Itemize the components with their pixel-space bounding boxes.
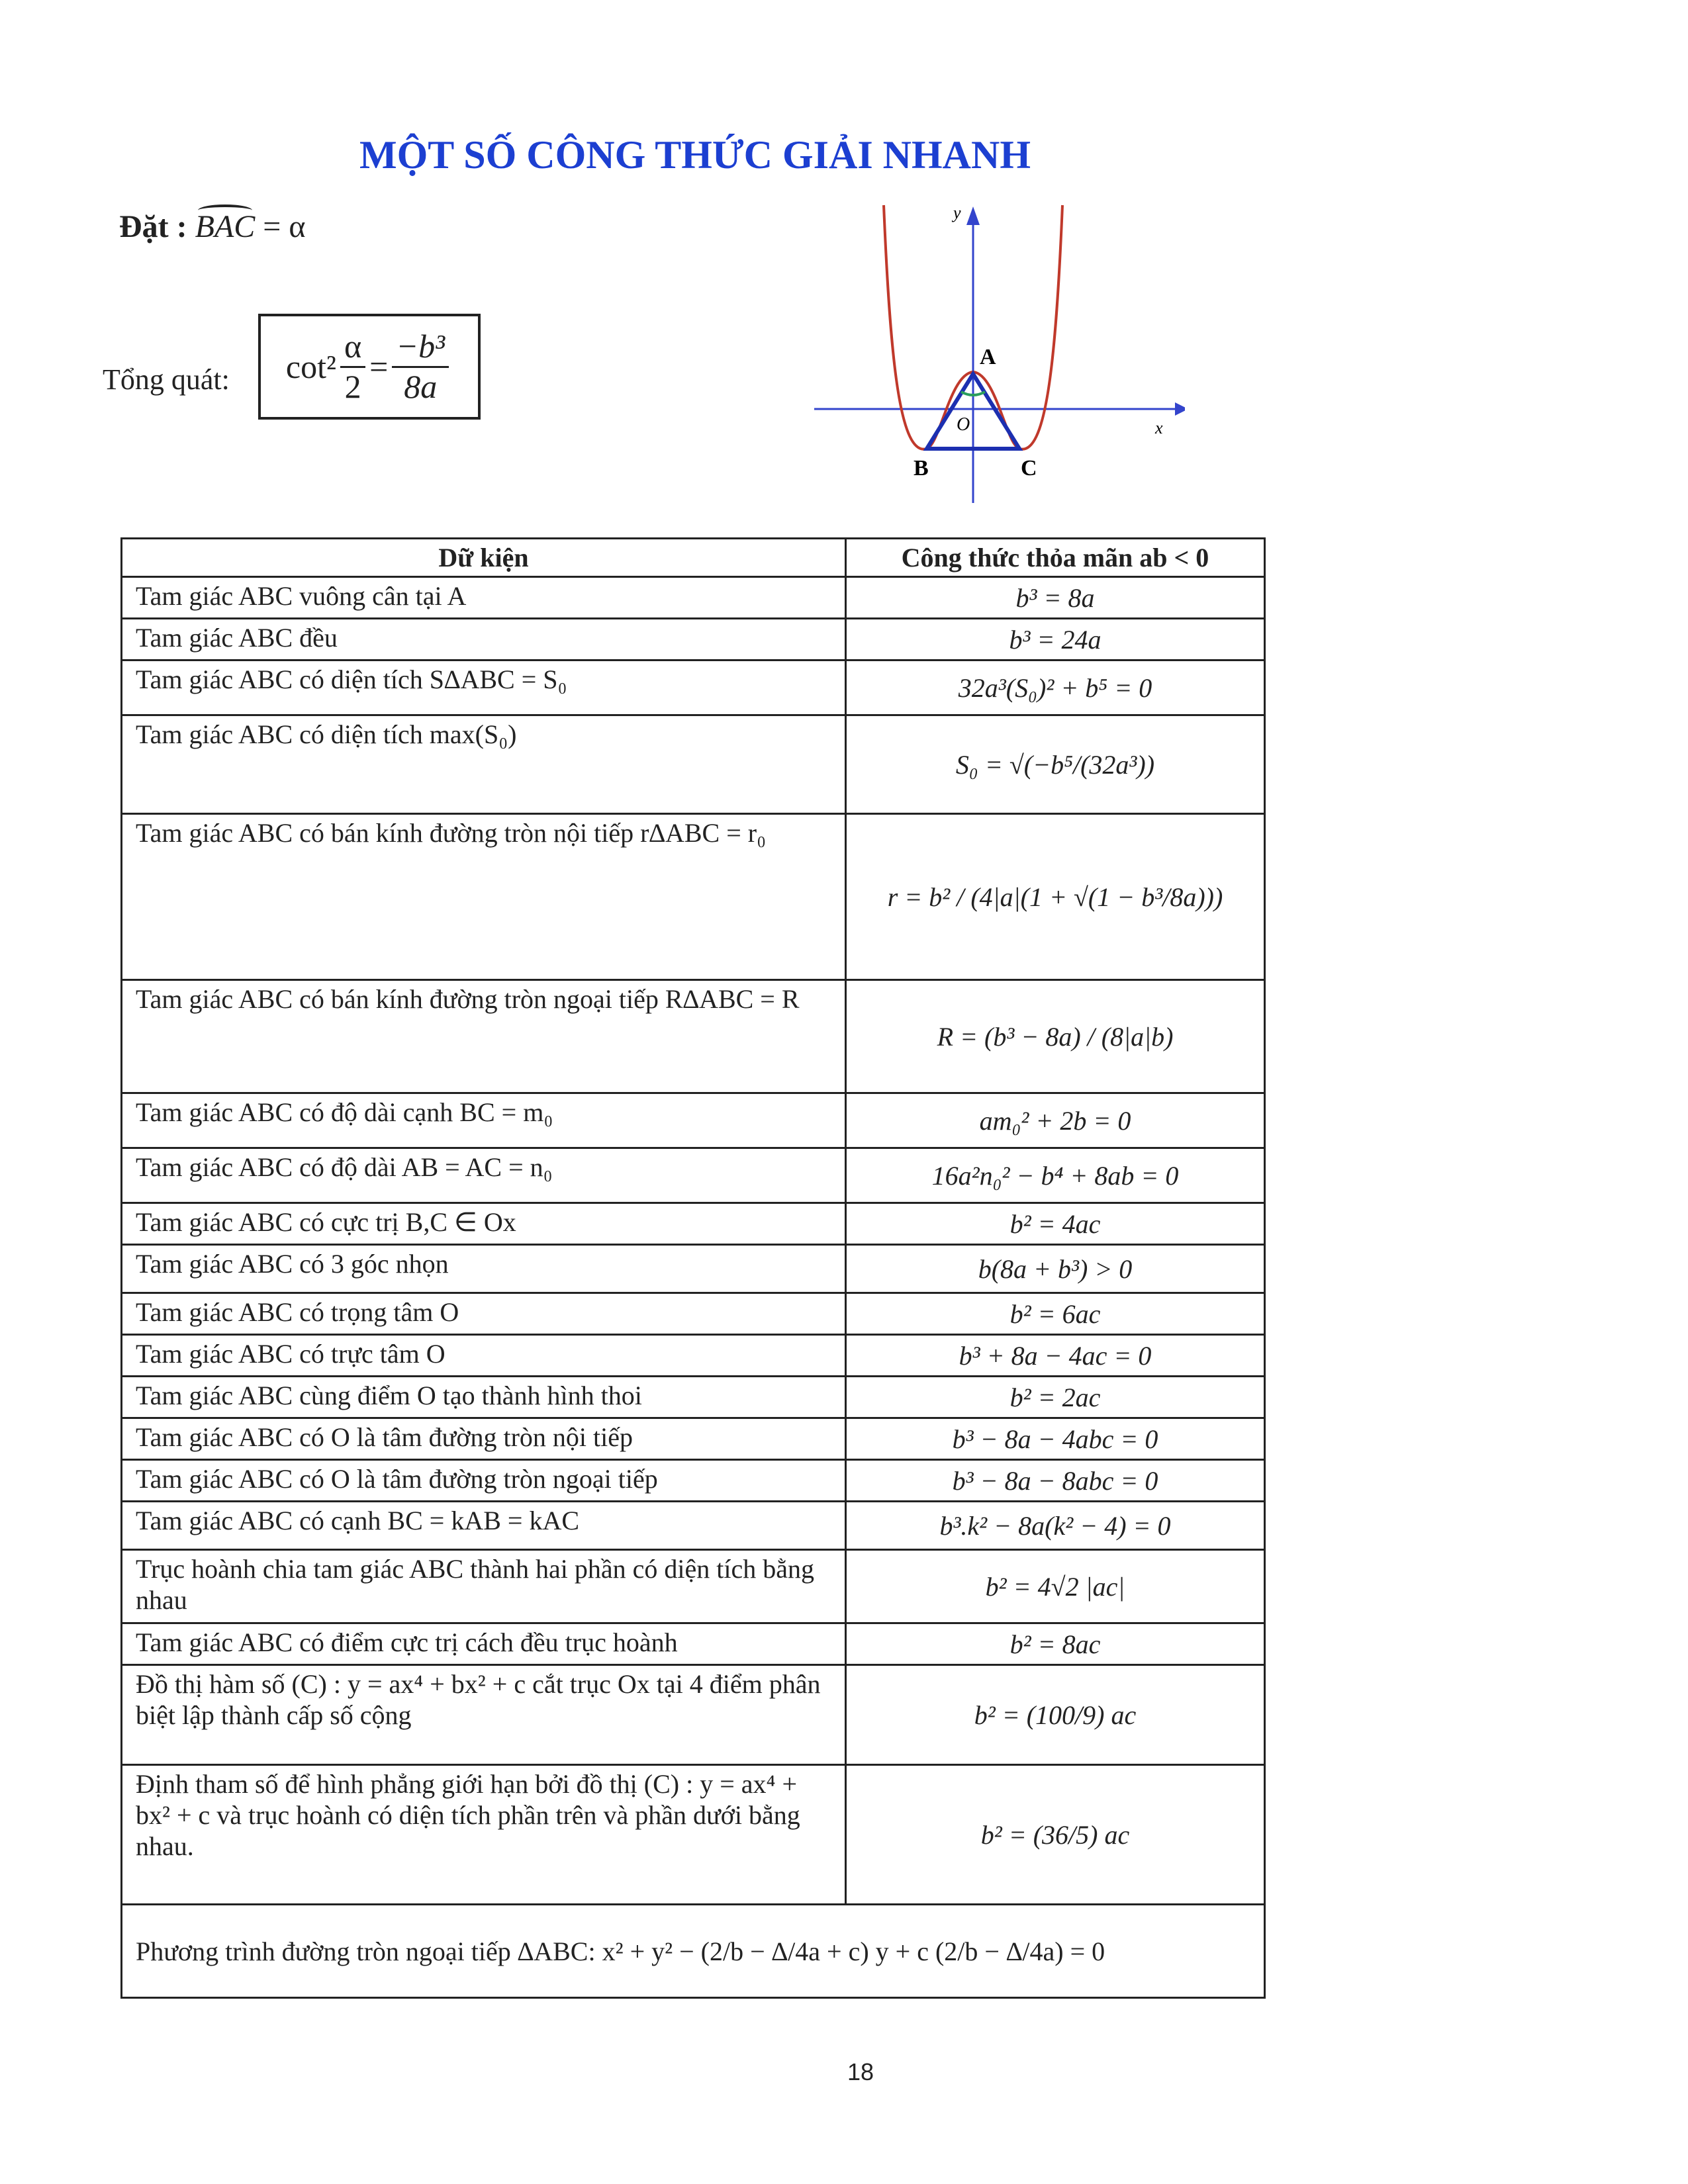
formula-cell: 32a³(S₀)² + b⁵ = 0 bbox=[846, 660, 1265, 715]
condition-cell: Tam giác ABC có 3 góc nhọn bbox=[122, 1245, 846, 1293]
condition-cell: Tam giác ABC có diện tích max(S₀) bbox=[122, 715, 846, 814]
x-axis-arrow bbox=[1175, 402, 1185, 416]
formula-cell: b(8a + b³) > 0 bbox=[846, 1245, 1265, 1293]
frac-num: −b³ bbox=[392, 328, 449, 368]
page-number: 18 bbox=[847, 2058, 874, 2085]
frac-den: 2 bbox=[344, 367, 361, 405]
table-row bbox=[122, 577, 1265, 619]
formula-cell: b³ + 8a − 4ac = 0 bbox=[846, 1335, 1265, 1377]
table-row bbox=[122, 1665, 1265, 1765]
formula-cell: b² = 2ac bbox=[846, 1377, 1265, 1418]
condition-cell: Tam giác ABC có trọng tâm O bbox=[122, 1293, 846, 1335]
table-row bbox=[122, 1460, 1265, 1502]
graph-label-a: A bbox=[980, 345, 996, 369]
condition-cell: Trục hoành chia tam giác ABC thành hai phần có diện tích bằng nhau bbox=[122, 1550, 846, 1623]
graph-label-x: x bbox=[1155, 418, 1163, 437]
equals: = bbox=[369, 348, 389, 385]
condition-cell: Tam giác ABC có cạnh BC = kAB = kAC bbox=[122, 1502, 846, 1550]
quartic-graph bbox=[814, 199, 1185, 503]
frac-num: α bbox=[340, 328, 365, 368]
formula-cell: b³ = 24a bbox=[846, 619, 1265, 660]
formula-cell: b² = 6ac bbox=[846, 1293, 1265, 1335]
condition-cell: Tam giác ABC có độ dài AB = AC = n₀ bbox=[122, 1148, 846, 1203]
table-row bbox=[122, 1245, 1265, 1293]
table-row bbox=[122, 814, 1265, 980]
formula-cell: b³ = 8a bbox=[846, 577, 1265, 619]
header-formula: Công thức thỏa mãn ab < 0 bbox=[846, 539, 1265, 577]
formula-cell: b² = (36/5) ac bbox=[846, 1765, 1265, 1905]
formula-table bbox=[120, 537, 1266, 1999]
condition-cell: Tam giác ABC có O là tâm đường tròn ngoại tiếp bbox=[122, 1460, 846, 1502]
formula-cell: am₀² + 2b = 0 bbox=[846, 1093, 1265, 1148]
condition-cell: Tam giác ABC có diện tích S∆ABC = S₀ bbox=[122, 660, 846, 715]
general-label: Tổng quát: bbox=[103, 363, 230, 396]
dat-rest: = α bbox=[255, 209, 306, 244]
formula-cell: 16a²n₀² − b⁴ + 8ab = 0 bbox=[846, 1148, 1265, 1203]
condition-cell: Tam giác ABC vuông cân tại A bbox=[122, 577, 846, 619]
formula-cell: b² = 4ac bbox=[846, 1203, 1265, 1245]
formula-cell: S₀ = √(−b⁵/(32a³)) bbox=[846, 715, 1265, 814]
formula-cell: b³ − 8a − 8abc = 0 bbox=[846, 1460, 1265, 1502]
formula-cell: b² = 8ac bbox=[846, 1623, 1265, 1665]
condition-cell: Đồ thị hàm số (C) : y = ax⁴ + bx² + c cắt trục Ox tại 4 điểm phân biệt lập thành cấp số cộng bbox=[122, 1665, 846, 1765]
table-row bbox=[122, 1550, 1265, 1623]
cot-lhs: cot² bbox=[285, 348, 336, 385]
table-row bbox=[122, 1905, 1265, 1998]
graph-label-b: B bbox=[914, 456, 929, 480]
frac-den: 8a bbox=[404, 367, 438, 405]
graph-label-c: C bbox=[1021, 456, 1037, 480]
table-row bbox=[122, 1093, 1265, 1148]
condition-cell: Tam giác ABC có O là tâm đường tròn nội tiếp bbox=[122, 1418, 846, 1460]
dat-label: Đặt : bbox=[119, 209, 187, 244]
table-row bbox=[122, 1765, 1265, 1905]
table-row bbox=[122, 1335, 1265, 1377]
table-row bbox=[122, 1377, 1265, 1418]
condition-cell: Tam giác ABC đều bbox=[122, 619, 846, 660]
formula-cell: b² = 4√2 |ac| bbox=[846, 1550, 1265, 1623]
condition-cell: Tam giác ABC có bán kính đường tròn nội tiếp r∆ABC = r₀ bbox=[122, 814, 846, 980]
page-title: MỘT SỐ CÔNG THỨC GIẢI NHANH bbox=[359, 133, 1031, 177]
formula-cell: b² = (100/9) ac bbox=[846, 1665, 1265, 1765]
angle-bac: BAC bbox=[195, 209, 256, 244]
condition-cell: Tam giác ABC có trực tâm O bbox=[122, 1335, 846, 1377]
header-conditions: Dữ kiện bbox=[122, 539, 846, 577]
table-row bbox=[122, 1148, 1265, 1203]
alpha-half-fraction bbox=[340, 328, 365, 406]
table-row bbox=[122, 1293, 1265, 1335]
table-header bbox=[122, 539, 1265, 577]
formula-cell: r = b² / (4|a|(1 + √(1 − b³/8a))) bbox=[846, 814, 1265, 980]
circumcircle-equation-cell: Phương trình đường tròn ngoại tiếp ∆ABC: x² + y² − (2/b − ∆/4a + c) y + c (2/b − ∆/4a) = 0 bbox=[122, 1905, 1265, 1998]
table-row bbox=[122, 1623, 1265, 1665]
table-row bbox=[122, 1418, 1265, 1460]
formula-cell: b³.k² − 8a(k² − 4) = 0 bbox=[846, 1502, 1265, 1550]
table-row bbox=[122, 980, 1265, 1093]
general-formula-box bbox=[258, 314, 481, 420]
graph-label-o: O bbox=[957, 414, 970, 435]
condition-cell: Tam giác ABC cùng điểm O tạo thành hình thoi bbox=[122, 1377, 846, 1418]
b-cube-fraction bbox=[392, 328, 449, 406]
condition-cell: Tam giác ABC có điểm cực trị cách đều trục hoành bbox=[122, 1623, 846, 1665]
table-row bbox=[122, 1502, 1265, 1550]
formula-cell: R = (b³ − 8a) / (8|a|b) bbox=[846, 980, 1265, 1093]
table-row bbox=[122, 619, 1265, 660]
condition-cell: Tam giác ABC có cực trị B,C ∈ Ox bbox=[122, 1203, 846, 1245]
y-axis-arrow bbox=[966, 206, 980, 225]
table-row bbox=[122, 660, 1265, 715]
formula-cell: b³ − 8a − 4abc = 0 bbox=[846, 1418, 1265, 1460]
definition-line bbox=[119, 208, 306, 245]
condition-cell: Định tham số để hình phẳng giới hạn bởi đồ thị (C) : y = ax⁴ + bx² + c và trục hoành có diện tích phần trên và phần dưới bằng nhau. bbox=[122, 1765, 846, 1905]
condition-cell: Tam giác ABC có độ dài cạnh BC = m₀ bbox=[122, 1093, 846, 1148]
condition-cell: Tam giác ABC có bán kính đường tròn ngoại tiếp R∆ABC = R bbox=[122, 980, 846, 1093]
table-row bbox=[122, 715, 1265, 814]
graph-label-y: y bbox=[953, 203, 961, 222]
table-row bbox=[122, 1203, 1265, 1245]
